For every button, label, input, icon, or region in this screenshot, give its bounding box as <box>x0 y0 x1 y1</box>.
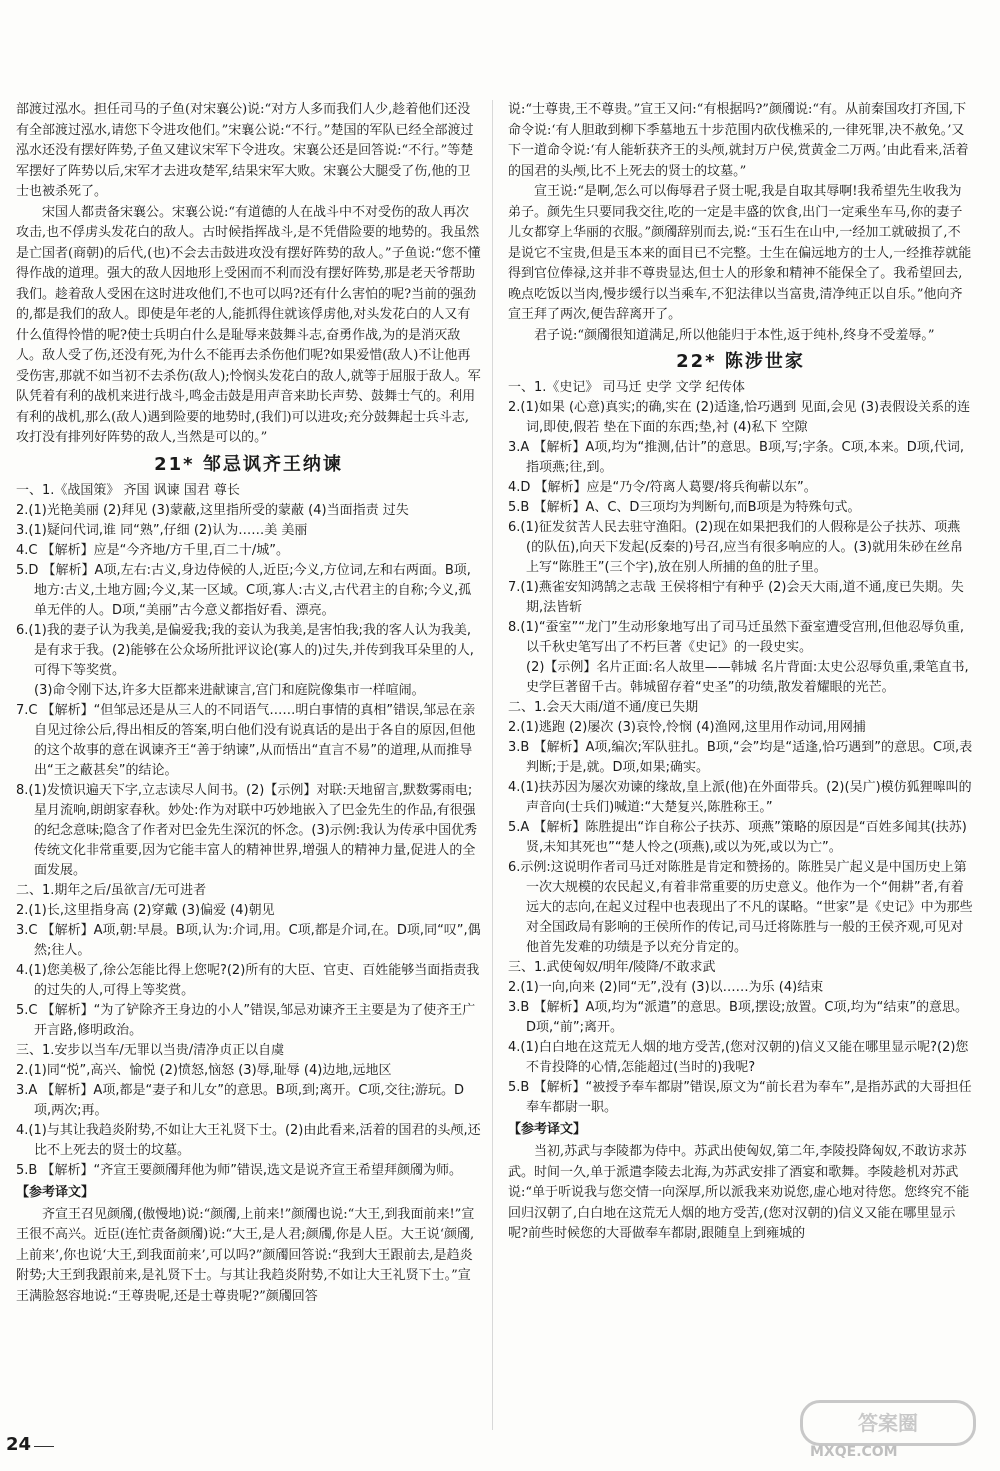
translation-paragraph: 君子说:“颜斶很知道满足,所以他能归于本性,返于纯朴,终身不受羞辱。” <box>534 327 935 343</box>
answer-line: 4.(1)与其让我趋炎附势,不如让大王礼贤下士。(2)由此看来,活着的国君的头颅,还比不上死去的贤士的坟墓。 <box>16 1122 481 1158</box>
answer-list-22 <box>508 378 973 1118</box>
answer-line: (2)【示例】名片正面:名人故里——韩城 名片背面:太史公忍辱负重,秉笔直书,史学巨著留千古。韩城留存着“史圣”的功绩,散发着耀眼的光芒。 <box>526 660 969 695</box>
answer-line: 3.(1)疑问代词,谁 同“熟”,仔细 (2)认为……美 美丽 <box>16 522 308 538</box>
translation-paragraph: 说:“士尊贵,王不尊贵。”宣王又问:“有根据吗?”颜斶说:“有。从前秦国攻打齐国,下命令说:‘有人胆敢到柳下季墓地五十步范围内砍伐樵采的,一律死罪,决不赦免。’又下一道命令说:‘有人能斩获齐王的头颅,就封万户侯,赏黄金二万两。’由此看来,活着的国君的头颅,比不上死去的贤士的坟墓。” <box>508 102 969 179</box>
answer-line: 6.示例:这说明作者司马迁对陈胜是肯定和赞扬的。陈胜吴广起义是中国历史上第一次大规模的农民起义,有着非常重要的历史意义。他作为一个“佣耕”者,有着远大的志向,在起义过程中也表现出了不凡的谋略。“世家”是《史记》中为那些对全国政局有影响的王侯所作的传记,司马迁将陈胜与一般的王侯齐观,可见对他首先发难的功绩是予以充分肯定的。 <box>508 860 973 955</box>
watermark-url: MXQE.COM <box>810 1444 898 1460</box>
watermark-logo: 答案圈 <box>800 1400 976 1446</box>
left-column <box>16 100 481 1307</box>
answer-line: 3.B 【解析】A项,编次;军队驻扎。B项,“会”均是“适逢,恰巧遇到”的意思。C项,表判断;于是,就。D项,如果;确实。 <box>508 740 973 775</box>
reference-translation-title: 【参考译文】 <box>508 1122 587 1137</box>
answer-line: 7.(1)燕雀安知鸿鹄之志哉 王侯将相宁有种乎 (2)会天大雨,道不通,度已失期。失期,法皆斩 <box>508 580 964 615</box>
answer-line: 5.B 【解析】A、C、D三项均为判断句,而B项是为特殊句式。 <box>508 500 861 515</box>
answer-line: 一、1.《史记》 司马迁 史学 文学 纪传体 <box>508 380 745 395</box>
translation-paragraph: 齐宣王召见颜斶,(傲慢地)说:“颜斶,上前来!”颜斶也说:“大王,到我面前来!”宣王很不高兴。近臣(连忙责备颜斶)说:“大王,是人君;颜斶,你是人臣。大王说‘颜斶,上前来’,你也说‘大王,到我面前来’,可以吗?”颜斶回答说:“我到大王跟前去,是趋炎附势;大王到我跟前来,是礼贤下士。与其让我趋炎附势,不如让大王礼贤下士。”宣王满脸怒容地说:“王尊贵呢,还是士尊贵呢?”颜斶回答 <box>16 1206 475 1304</box>
answer-line: 4.D 【解析】应是“乃令/符离人葛婴/将兵徇蕲以东”。 <box>508 480 817 495</box>
translation-paragraph: 宋国人都责备宋襄公。宋襄公说:“有道德的人在战斗中不对受伤的敌人再次攻击,也不俘虏头发花白的敌人。古时候指挥战斗,是不凭借险要的地势的。我虽然是亡国者(商朝)的后代,(也)不会去击鼓进攻没有摆好阵势的敌人。”子鱼说:“您不懂得作战的道理。强大的敌人因地形上受困而不利而没有摆好阵势,那是老天爷帮助我们。趁着敌人受困在这时进攻他们,不也可以吗?还有什么害怕的呢?当前的强劲的,都是我们的敌人。即使是年老的人,能抓得住就该俘虏他,对头发花白的人又有什么值得怜惜的呢?使士兵明白什么是耻辱来鼓舞斗志,奋勇作战,为的是消灭敌人。敌人受了伤,还没有死,为什么不能再去杀伤他们呢?如果爱惜(敌人)不让他再受伤害,那就不如当初不去杀伤(敌人);怜悯头发花白的敌人,就等于屈服于敌人。军队凭着有利的战机来进行战斗,鸣金击鼓是用声音来助长声势、鼓舞士气的。利用有利的战机,那么(敌人)遇到险要的地势时,(我们)可以进攻;充分鼓舞起士兵斗志,攻打没有排列好阵势的敌人,当然是可以的。” <box>16 204 481 445</box>
answer-line: 2.(1)逃跑 (2)屡次 (3)哀怜,怜悯 (4)渔网,这里用作动词,用网捕 <box>508 720 866 735</box>
answer-line: 2.(1)一向,向来 (2)同“无”,没有 (3)以……为乐 (4)结束 <box>508 980 824 995</box>
page-number: 24 <box>6 1434 32 1455</box>
answer-line: 5.D 【解析】A项,左右:古义,身边侍候的人,近臣;今义,方位词,左和右两面。B项,地方:古义,土地方圆;今义,某一区域。C项,寡人:古义,古代君主的自称;今义,孤单无伴的人。D项,“美丽”古今意义都指好看、漂亮。 <box>16 562 472 618</box>
answer-line: 3.A 【解析】A项,都是“妻子和儿女”的意思。B项,到;离开。C项,交往;游玩。D项,两次;再。 <box>16 1082 464 1118</box>
answer-line: 3.A 【解析】A项,均为“推测,估计”的意思。B项,写;字条。C项,本来。D项,代词,指项燕;往,到。 <box>508 440 964 475</box>
answer-line: 5.B 【解析】“齐宣王要颜斶拜他为师”错误,选文是说齐宣王希望拜颜斶为师。 <box>16 1162 463 1178</box>
left-intro <box>16 100 481 449</box>
answer-line: 5.C 【解析】“为了铲除齐王身边的小人”错误,邹忌劝谏齐王主要是为了使齐王广开言路,修明政治。 <box>16 1002 476 1038</box>
answer-line: 6.(1)征发贫苦人民去驻守渔阳。(2)现在如果把我们的人假称是公子扶苏、项燕(的队伍),向天下发起(反秦的)号召,应当有很多响应的人。(3)就用朱砂在丝帛上写“陈胜王”(三个字),放在别人所捕的鱼的肚子里。 <box>508 520 963 575</box>
reference-translation-title: 【参考译文】 <box>16 1184 95 1200</box>
answer-line: 三、1.安步以当车/无罪以当贵/清净贞正以自虞 <box>16 1042 285 1058</box>
answer-line: 8.(1)“蚕室”“龙门”生动形象地写出了司马迁虽然下蚕室遭受宫刑,但他忍辱负重,以千秋史笔写出了不朽巨著《史记》的一段史实。 <box>508 620 965 655</box>
section-title-21: 21* 邹忌讽齐王纳谏 <box>154 453 343 475</box>
answer-line: 4.(1)您美极了,徐公怎能比得上您呢?(2)所有的大臣、官吏、百姓能够当面指责我的过失的人,可得上等奖赏。 <box>16 962 480 998</box>
answer-line: 4.(1)白白地在这荒无人烟的地方受苦,(您对汉朝的)信义又能在哪里显示呢?(2)您不肯投降的心情,怎能超过(当时的)我呢? <box>508 1040 969 1075</box>
translation-paragraph: 部渡过泓水。担任司马的子鱼(对宋襄公)说:“对方人多而我们人少,趁着他们还没有全部渡过泓水,请您下令进攻他们。”宋襄公说:“不行。”楚国的军队已经全部渡过泓水还没有摆好阵势,子鱼又建议宋军下令进攻。宋襄公还是回答说:“不行。”等楚军摆好了阵势以后,宋军才去进攻楚军,结果宋军大败。宋襄公大腿受了伤,他的卫士也被杀死了。 <box>16 102 474 199</box>
answer-line: 2.(1)长,这里指身高 (2)穿戴 (3)偏爱 (4)朝见 <box>16 902 275 918</box>
answer-line: 二、1.期年之后/虽欲言/无可进者 <box>16 882 207 898</box>
answer-line: 三、1.武使匈奴/明年/陵降/不敢求武 <box>508 960 716 975</box>
answer-line: 6.(1)我的妻子认为我美,是偏爱我;我的妾认为我美,是害怕我;我的客人认为我美,是有求于我。(2)能够在公众场所批评议论(寡人的)过失,并传到我耳朵里的人,可得下等奖赏。 <box>16 622 474 678</box>
translation-paragraph: 当初,苏武与李陵都为侍中。苏武出使匈奴,第二年,李陵投降匈奴,不敢访求苏武。时间一久,单于派遣李陵去北海,为苏武安排了酒宴和歌舞。李陵趁机对苏武说:“单于听说我与您交情一向深厚,所以派我来劝说您,虚心地对待您。您终究不能回归汉朝了,白白地在这荒无人烟的地方受苦,(您对汉朝的)信义又能在哪里显示呢?前些时候您的大哥做奉车都尉,跟随皇上到雍城的 <box>508 1144 970 1241</box>
reference-translation <box>508 1142 973 1245</box>
page-number-rule <box>34 1446 54 1447</box>
answer-line: 3.B 【解析】A项,均为“派遣”的意思。B项,摆设;放置。C项,均为“结束”的意思。D项,“前”;离开。 <box>508 1000 969 1035</box>
right-intro <box>508 100 973 346</box>
answer-line: 8.(1)发愤识遍天下字,立志读尽人间书。(2)【示例】对联:天地留言,默数雾雨电;星月流响,朗朗家春秋。妙处:作为对联中巧妙地嵌入了巴金先生的作品,有很强的纪念意味;隐含了作者对巴金先生深沉的怀念。(3)示例:我认为传承中国优秀传统文化非常重要,因为它能丰富人的精神世界,增强人的精神力量,促进人的全面发展。 <box>16 782 478 878</box>
answer-line: 一、1.《战国策》 齐国 讽谏 国君 尊长 <box>16 482 240 498</box>
answer-line: 5.B 【解析】“被授予奉车都尉”错误,原文为“前长君为奉车”,是指苏武的大哥担任奉车都尉一职。 <box>508 1080 972 1115</box>
answer-line: 4.(1)扶苏因为屡次劝谏的缘故,皇上派(他)在外面带兵。(2)(吴广)模仿狐狸嗥叫的声音向(士兵们)喊道:“大楚复兴,陈胜称王。” <box>508 780 972 815</box>
answer-line: 二、1.会天大雨/道不通/度已失期 <box>508 700 699 715</box>
answer-line: (3)命令刚下达,许多大臣都来进献谏言,宫门和庭院像集市一样喧闹。 <box>34 682 425 698</box>
answer-line: 3.C 【解析】A项,朝:早晨。B项,认为:介词,用。C项,都是介词,在。D项,同“叹”,偶然;往人。 <box>16 922 481 958</box>
translation-paragraph: 宣王说:“是啊,怎么可以侮辱君子贤士呢,我是自取其辱啊!我希望先生收我为弟子。颜先生只要同我交往,吃的一定是丰盛的饮食,出门一定乘坐车马,你的妻子儿女都穿上华丽的衣服。”颜斶辞别而去,说:“玉石生在山中,一经加工就破损了,不是说它不宝贵,但是玉本来的面目已不完整。士生在偏远地方的士人,一经推荐就能得到官位俸禄,这并非不尊贵显达,但士人的形象和精神不能保全了。我希望回去,晚点吃饭以当肉,慢步缓行以当乘车,不犯法律以当富贵,清净纯正以自乐。”他向齐宣王拜了两次,便告辞离开了。 <box>508 184 972 322</box>
section-title-22: 22* 陈涉世家 <box>676 351 805 372</box>
answer-list-21 <box>16 481 481 1181</box>
answer-line: 2.(1)光艳美丽 (2)拜见 (3)蒙蔽,这里指所受的蒙蔽 (4)当面指责 过失 <box>16 502 409 518</box>
watermark <box>800 1400 990 1460</box>
answer-line: 7.C 【解析】“但邹忌还是从三人的不同语气……明白事情的真相”错误,邹忌在亲自见过徐公后,得出相反的答案,明白他们没有说真话的是出于各自的原因,但他的这个故事的意在讽谏齐王“善于纳谏”,从而悟出“直言不易”的道理,从而推导出“王之蔽甚矣”的结论。 <box>16 702 476 778</box>
answer-line: 2.(1)如果 (心意)真实;的确,实在 (2)适逢,恰巧遇到 见面,会见 (3)表假设关系的连词,即使,假若 垫在下面的东西;垫,衬 (4)私下 空隙 <box>508 400 971 435</box>
answer-line: 5.A 【解析】陈胜提出“诈自称公子扶苏、项燕”策略的原因是“百姓多闻其(扶苏)贤,未知其死也”“楚人怜之(项燕),或以为死,或以为亡”。 <box>508 820 967 855</box>
reference-translation <box>16 1205 481 1308</box>
answer-line: 2.(1)同“悦”,高兴、愉悦 (2)愤怒,恼怒 (3)辱,耻辱 (4)边地,远地区 <box>16 1062 392 1078</box>
column-divider <box>492 100 493 1430</box>
answer-line: 4.C 【解析】应是“今齐地/方千里,百二十/城”。 <box>16 542 289 558</box>
right-column <box>508 100 973 1245</box>
